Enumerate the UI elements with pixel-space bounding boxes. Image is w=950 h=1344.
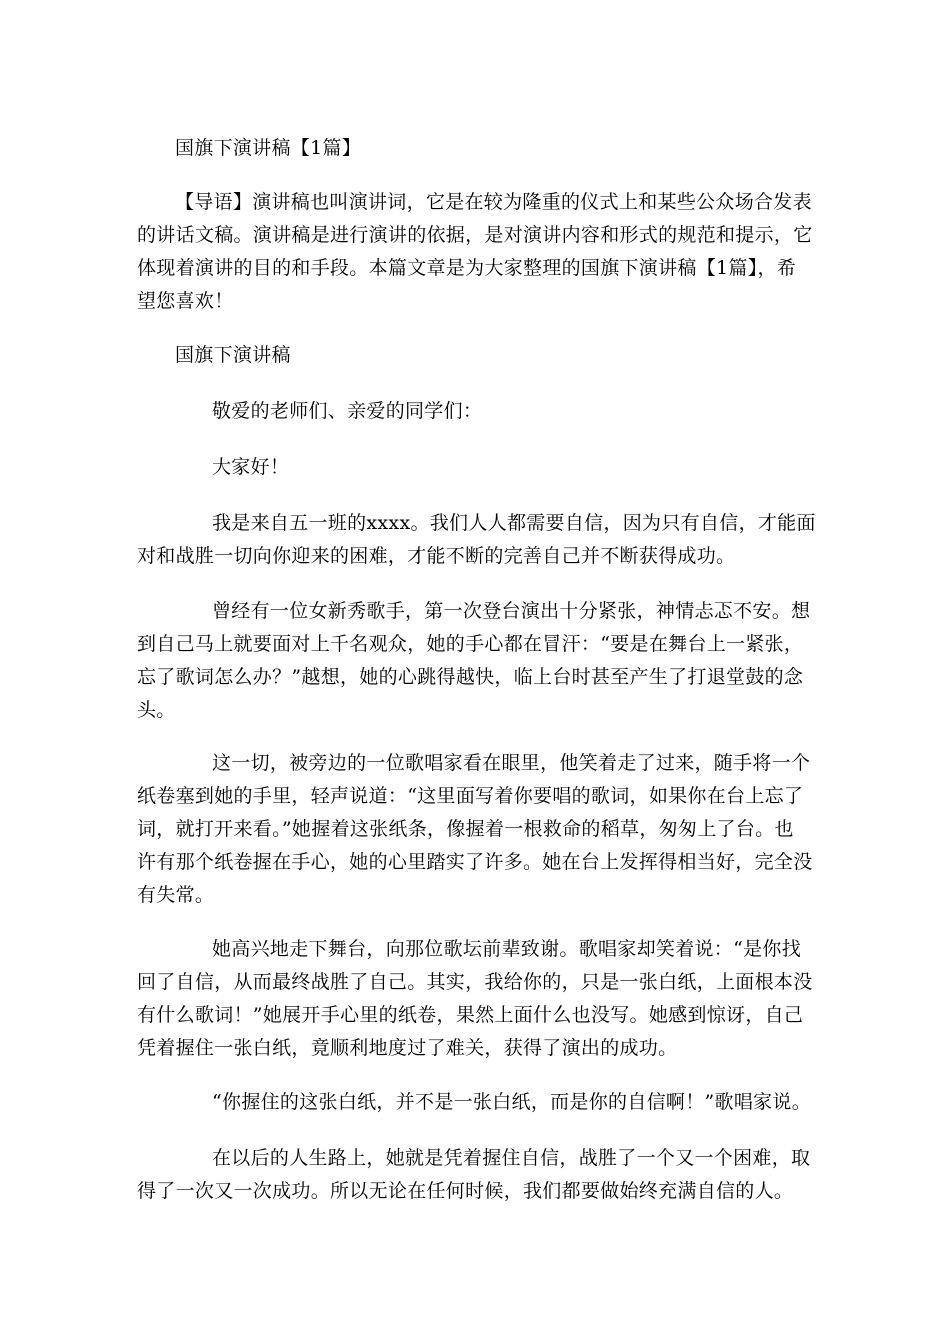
text-line: 到自己马上就要面对上千名观众，她的手心都在冒汗：“要是在舞台上一紧张， — [137, 633, 804, 655]
body-paragraph — [137, 595, 811, 727]
text-line: 我是来自五一班的xxxx。我们人人都需要自信，因为只有自信，才能面 — [212, 512, 816, 534]
text-line: 有失常。 — [137, 884, 215, 906]
text-line: 对和战胜一切向你迎来的困难，才能不断的完善自己并不断获得成功。 — [137, 545, 736, 567]
text-line: 【导语】演讲稿也叫演讲词，它是在较为隆重的仪式上和某些公众场合发表 — [175, 191, 812, 213]
body-paragraph — [137, 1142, 811, 1208]
text-line: 得了一次又一次成功。所以无论在任何时候，我们都要做始终充满自信的人。 — [137, 1180, 794, 1202]
text-line: 她高兴地走下舞台，向那位歌坛前辈致谢。歌唱家却笑着说：“是你找 — [212, 938, 802, 960]
text-line: 忘了歌词怎么办？”越想，她的心跳得越快，临上台时甚至产生了打退堂鼓的念 — [137, 666, 804, 688]
body-paragraph — [137, 1086, 812, 1119]
text-line: 国旗下演讲稿 — [175, 344, 291, 366]
text-line: 大家好！ — [212, 456, 290, 478]
text-line: 的讲话文稿。演讲稿是进行演讲的依据，是对演讲内容和形式的规范和提示，它 — [137, 224, 813, 246]
title-line: 国旗下演讲稿【1篇】 — [175, 137, 362, 159]
text-line: 头。 — [137, 699, 176, 721]
document-title — [137, 132, 807, 165]
intro-paragraph — [137, 186, 813, 318]
text-line: 曾经有一位女新秀歌手，第一次登台演出十分紧张，神情忐忑不安。想 — [212, 600, 811, 622]
text-line: 敬爱的老师们、亲爱的同学们： — [212, 400, 483, 422]
text-line: 体现着演讲的目的和手段。本篇文章是为大家整理的国旗下演讲稿【1篇】，希 — [137, 257, 797, 279]
text-line: 纸卷塞到她的手里，轻声说道：“这里面写着你要唱的歌词，如果你在台上忘了 — [137, 785, 804, 807]
greeting — [137, 451, 807, 484]
salutation — [137, 395, 807, 428]
text-line: 在以后的人生路上，她就是凭着握住自信，战胜了一个又一个困难，取 — [212, 1147, 811, 1169]
body-paragraph — [137, 507, 816, 573]
text-line: 词，就打开来看。”她握着这张纸条，像握着一根救命的稻草，匆匆上了台。也 — [137, 818, 794, 840]
text-line: 望您喜欢！ — [137, 290, 234, 312]
text-line: 这一切，被旁边的一位歌唱家看在眼里，他笑着走了过来，随手将一个 — [212, 752, 811, 774]
text-line: “你握住的这张白纸，并不是一张白纸，而是你的自信啊！”歌唱家说。 — [212, 1091, 812, 1113]
speech-subtitle — [137, 339, 807, 372]
text-line: 回了自信，从而最终战胜了自己。其实，我给你的，只是一张白纸，上面根本没 — [137, 971, 813, 993]
text-line: 凭着握住一张白纸，竟顺利地度过了难关，获得了演出的成功。 — [137, 1037, 678, 1059]
body-paragraph — [137, 747, 813, 912]
text-line: 有什么歌词！”她展开手心里的纸卷，果然上面什么也没写。她感到惊讶，自己 — [137, 1004, 804, 1026]
text-line: 许有那个纸卷握在手心，她的心里踏实了许多。她在台上发挥得相当好，完全没 — [137, 851, 813, 873]
body-paragraph — [137, 933, 813, 1065]
